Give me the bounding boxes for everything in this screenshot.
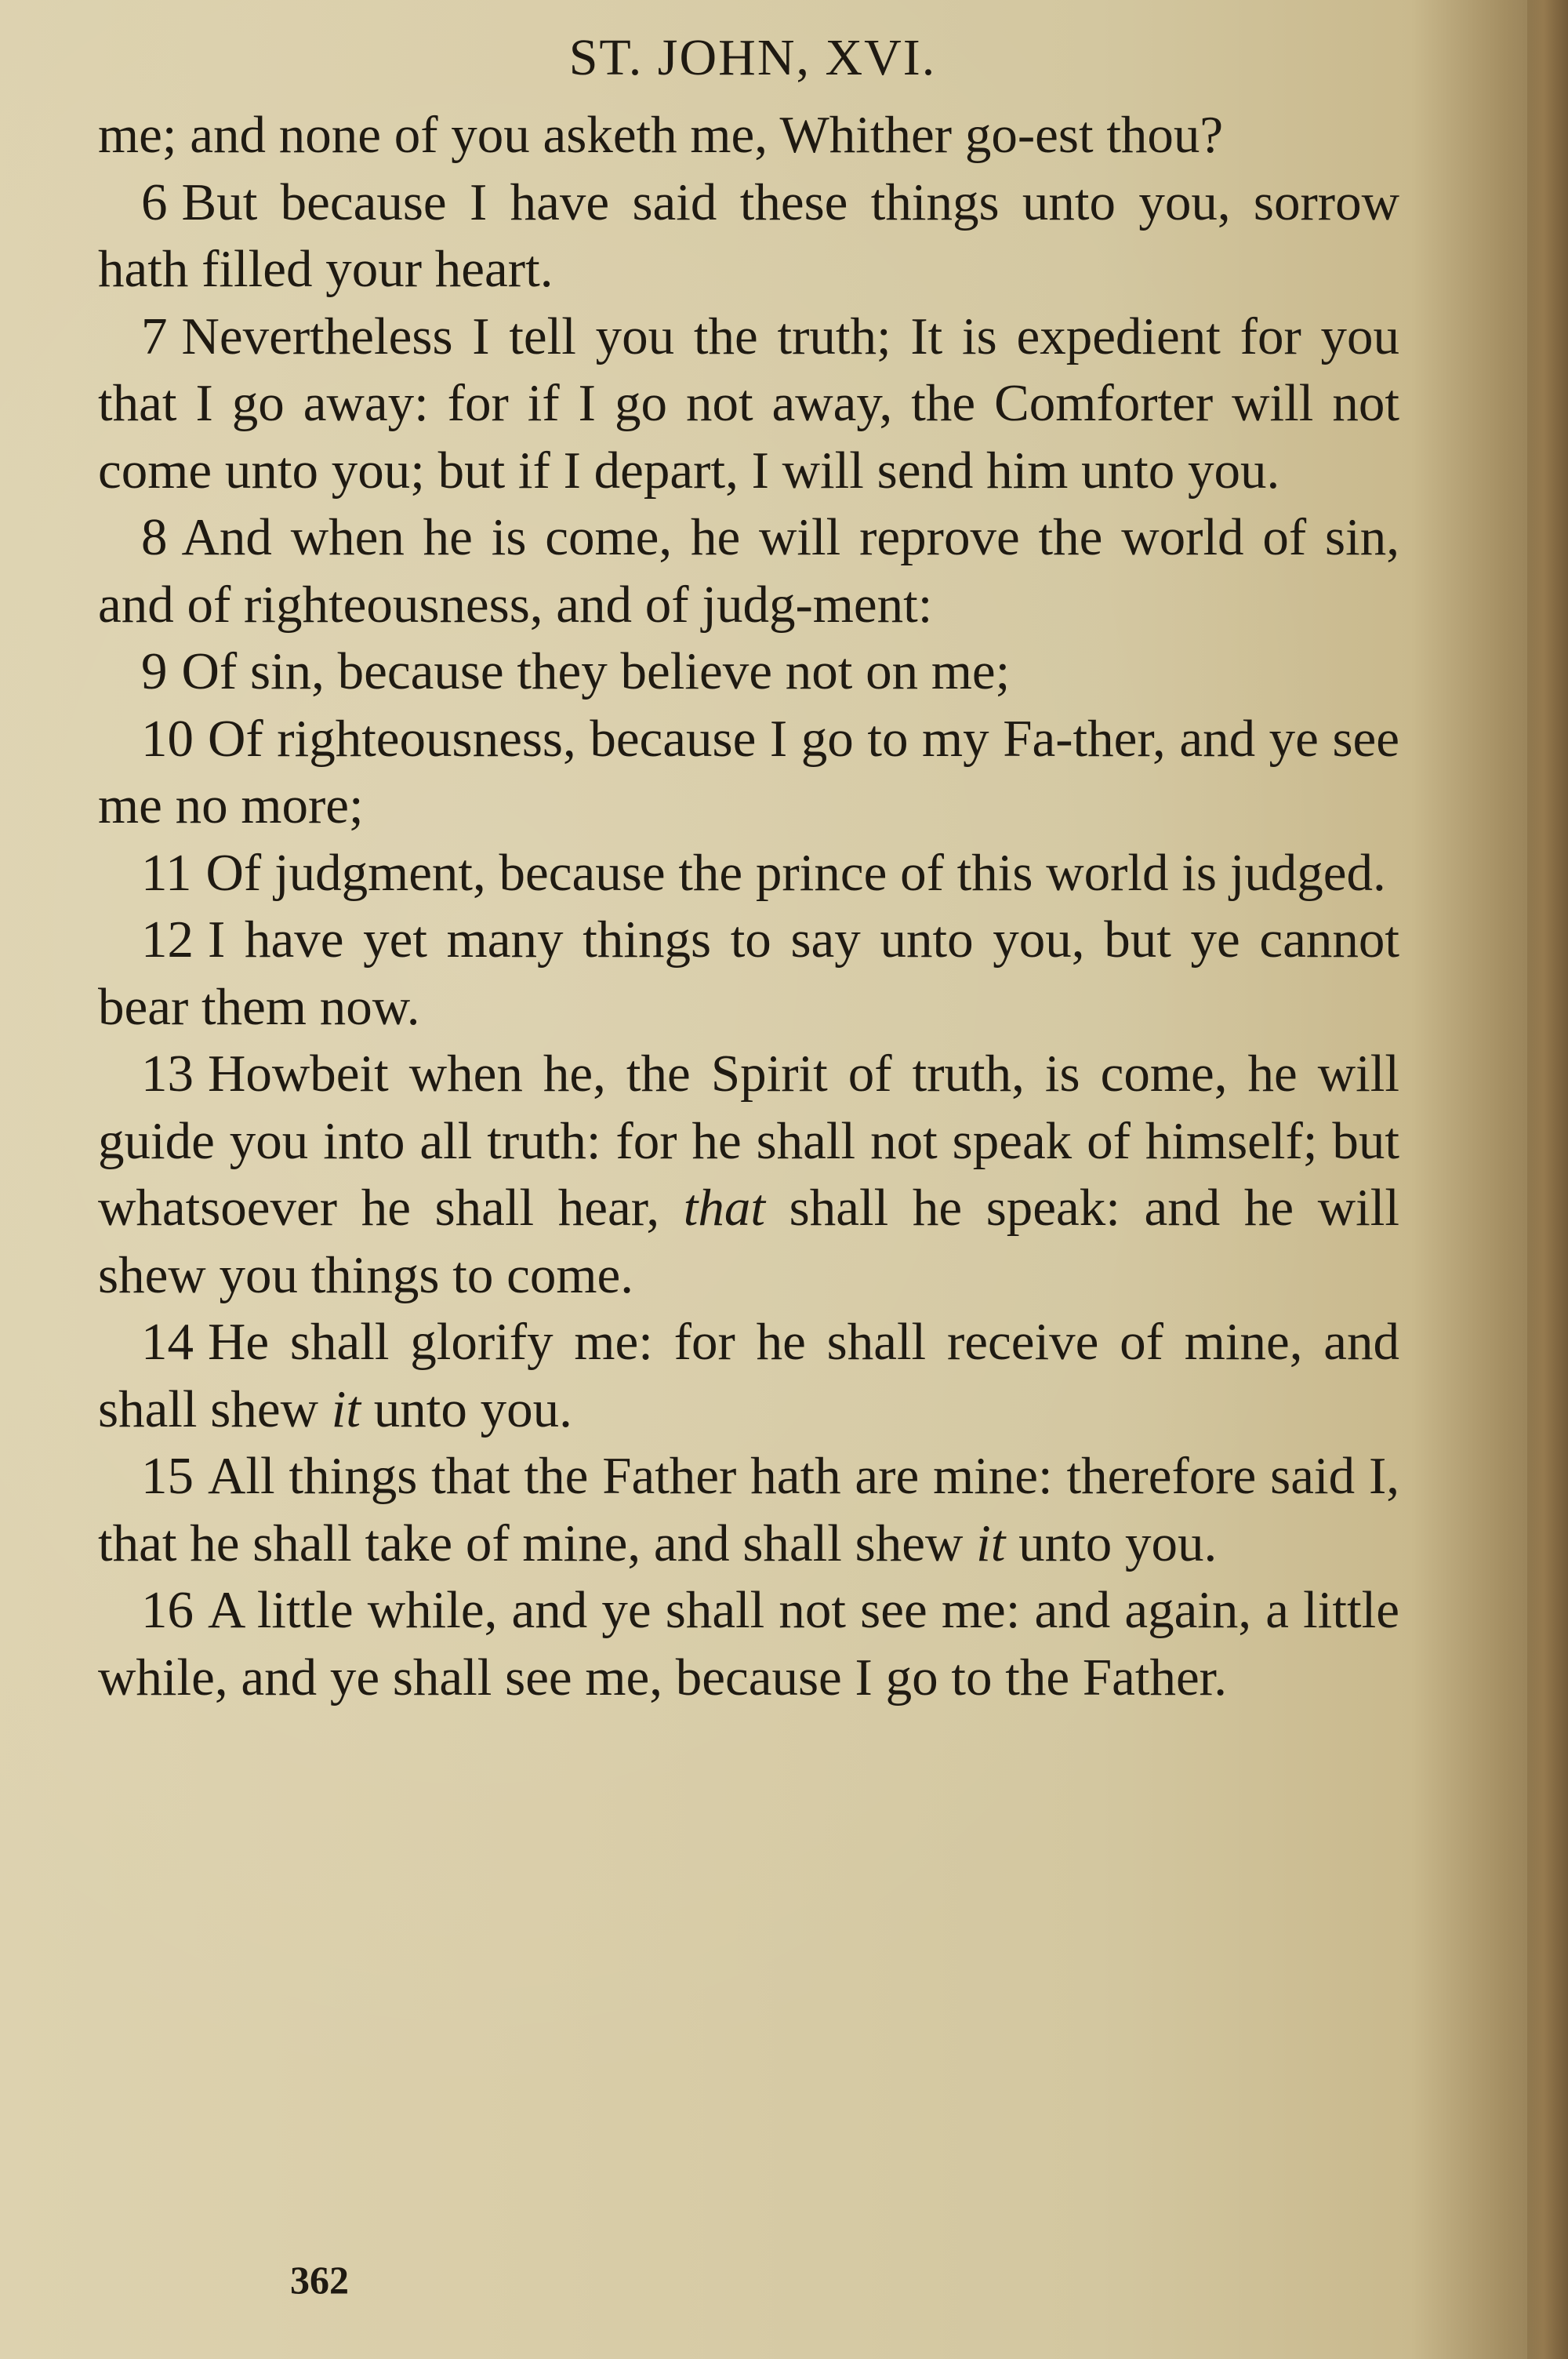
verse-text: Of judgment, because the prince of this world is judged. xyxy=(205,843,1386,902)
verse-text: All things that the Father hath are mine: therefore said I, that he shall take of mine, and shall shew xyxy=(98,1447,1399,1572)
verse-text: Howbeit when he, the Spirit of truth, is come, he will guide you into all truth: for he shall not speak of himself; but whatsoever he shall hear, xyxy=(98,1045,1399,1237)
verse-number: 14 xyxy=(141,1313,194,1371)
italic-word: it xyxy=(976,1514,1006,1572)
verse-text: unto you. xyxy=(1005,1514,1218,1572)
verse-text: A little while, and ye shall not see me: and again, a little while, and ye shall see me, because I go to the Father. xyxy=(98,1581,1399,1707)
scripture-text xyxy=(98,102,1399,1711)
verse-continuation xyxy=(98,102,1399,169)
page-edge-shadow xyxy=(1527,0,1568,2359)
verse xyxy=(98,1577,1399,1711)
verse-number: 10 xyxy=(141,709,194,768)
verse-number: 11 xyxy=(141,843,192,902)
verse xyxy=(98,1443,1399,1577)
verse-text: unto you. xyxy=(360,1379,572,1438)
verse-number: 9 xyxy=(141,642,168,700)
verse xyxy=(98,907,1399,1041)
verse xyxy=(98,169,1399,304)
italic-word: that xyxy=(683,1179,766,1237)
verse-number: 12 xyxy=(141,911,194,969)
verse xyxy=(98,304,1399,505)
verse-number: 15 xyxy=(141,1447,194,1505)
verse-text: me; and none of you asketh me, Whither go-est thou? xyxy=(98,106,1224,164)
verse xyxy=(98,706,1399,840)
verse-text: And when he is come, he will reprove the world of sin, and of righteousness, and of judg-ment: xyxy=(98,508,1399,634)
verse-text: Of righteousness, because I go to my Fa-ther, and ye see me no more; xyxy=(98,709,1399,834)
verse-number: 8 xyxy=(141,508,168,566)
verse-number: 7 xyxy=(141,307,168,365)
verse xyxy=(98,1041,1399,1309)
verse-text: Nevertheless I tell you the truth; It is expedient for you that I go away: for if I go not away, the Comforter will not come unto you; but if I depart, I will send him unto you. xyxy=(98,307,1399,500)
verse-number: 16 xyxy=(141,1581,194,1639)
verse-text: I have yet many things to say unto you, but ye cannot bear them now. xyxy=(98,911,1399,1036)
verse-text: He shall glorify me: for he shall receive of mine, and shall shew xyxy=(98,1313,1399,1438)
verse xyxy=(98,840,1399,907)
verse xyxy=(98,1309,1399,1443)
verse xyxy=(98,638,1399,706)
verse-number: 13 xyxy=(141,1045,194,1103)
running-head: ST. JOHN, XVI. xyxy=(568,29,937,86)
page-number: 362 xyxy=(290,2258,349,2302)
verse-text: But because I have said these things unto you, sorrow hath filled your heart. xyxy=(98,173,1399,298)
italic-word: it xyxy=(331,1379,361,1438)
verse-text: Of sin, because they believe not on me; xyxy=(181,642,1011,700)
verse-text: shall he speak: and he will shew you things to come. xyxy=(98,1179,1400,1304)
verse xyxy=(98,504,1399,638)
verse-number: 6 xyxy=(141,173,168,231)
